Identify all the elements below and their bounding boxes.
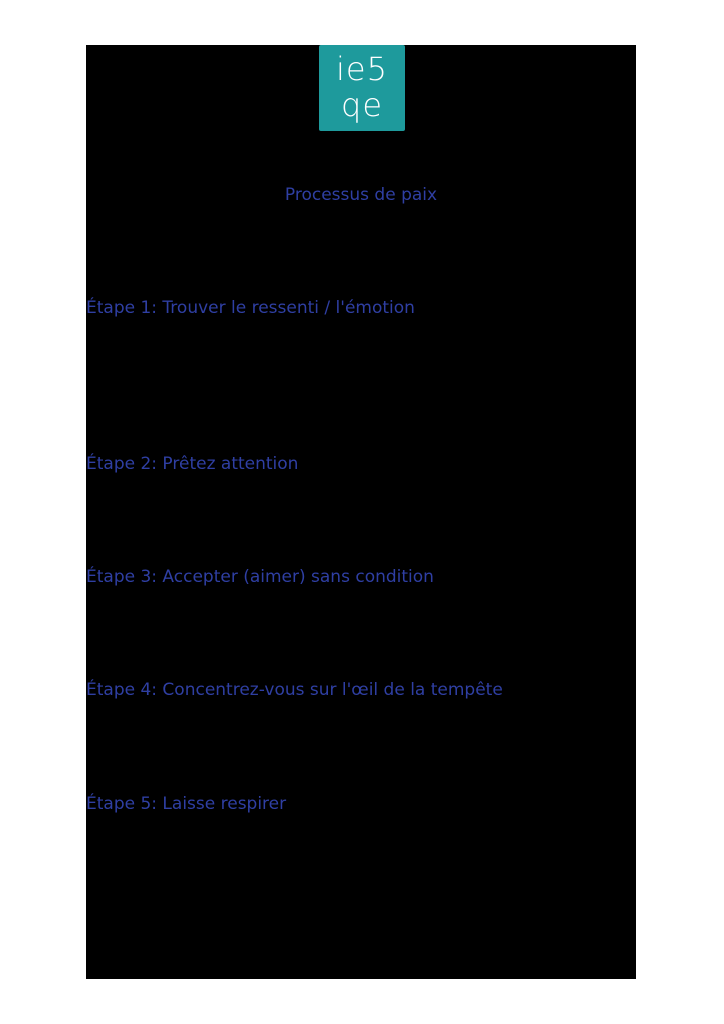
logo-text-bottom: qe xyxy=(341,86,383,124)
step-5: Étape 5: Laisse respirer xyxy=(86,794,287,814)
ie5qe-logo xyxy=(319,45,405,131)
step-2: Étape 2: Prêtez attention xyxy=(86,454,299,474)
step-1: Étape 1: Trouver le ressenti / l'émotion xyxy=(86,298,415,318)
step-4: Étape 4: Concentrez-vous sur l'œil de la tempête xyxy=(86,680,503,700)
step-3: Étape 3: Accepter (aimer) sans condition xyxy=(86,567,434,587)
page-title: Processus de paix xyxy=(284,185,438,205)
logo-text-top: ie5 xyxy=(336,50,388,88)
document-page xyxy=(86,45,636,979)
